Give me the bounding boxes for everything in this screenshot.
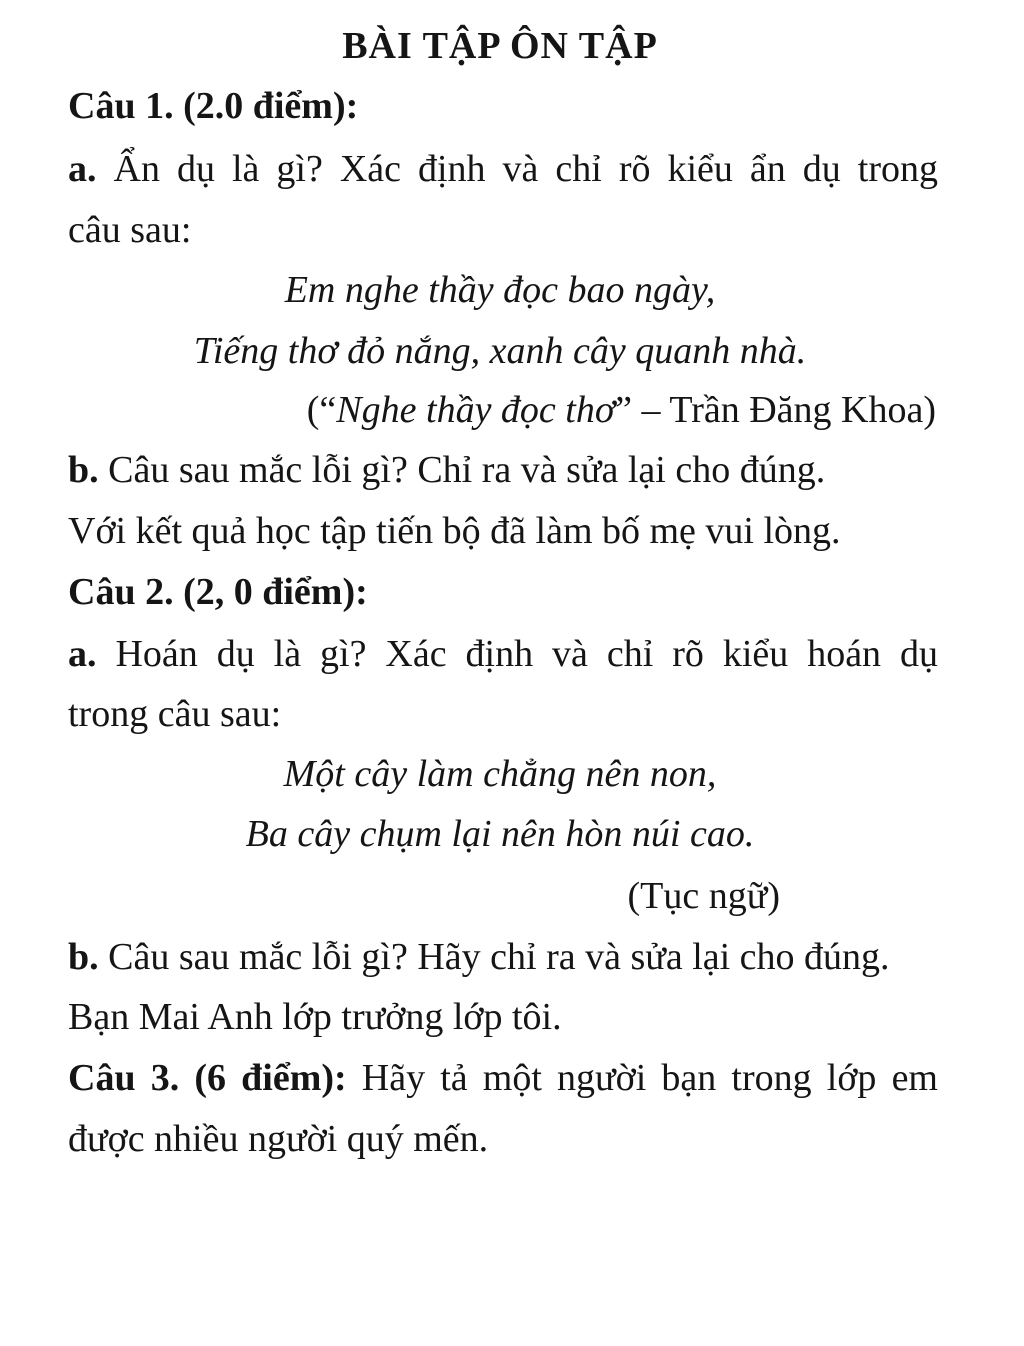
q2-b-line xyxy=(68,933,938,981)
q2-a-line-1 xyxy=(68,630,938,678)
q2-heading: Câu 2. (2, 0 điểm): xyxy=(68,571,368,613)
q1-a-text-1: Ẩn dụ là gì? Xác định và chỉ rõ kiểu ẩn dụ trong xyxy=(113,148,939,190)
q3-line-2: được nhiều người quý mến. xyxy=(68,1118,489,1160)
q2-b-marker: b. xyxy=(68,936,99,978)
q1-a-marker: a. xyxy=(68,148,97,190)
q2-a-text-1: Hoán dụ là gì? Xác định và chỉ rõ kiểu hoán dụ xyxy=(115,633,939,675)
q1-source-open: (“ xyxy=(306,389,337,431)
page-title: BÀI TẬP ÔN TẬP xyxy=(342,25,658,67)
q1-heading: Câu 1. (2.0 điểm): xyxy=(68,85,359,127)
q1-b-text: Câu sau mắc lỗi gì? Chỉ ra và sửa lại cho đúng. xyxy=(108,449,826,491)
q1-source-work: Nghe thầy đọc thơ xyxy=(336,389,616,431)
q3-heading: Câu 3. (6 điểm): xyxy=(68,1057,347,1099)
q2-b-sentence: Bạn Mai Anh lớp trưởng lớp tôi. xyxy=(68,996,562,1038)
q1-poem-line-1: Em nghe thầy đọc bao ngày, xyxy=(284,269,716,311)
q2-a-marker: a. xyxy=(68,633,97,675)
q1-b-marker: b. xyxy=(68,449,99,491)
q2-a-line-2: trong câu sau: xyxy=(68,693,282,735)
q3-text-1: Hãy tả một người bạn trong lớp em xyxy=(361,1057,938,1099)
q2-poem-line-1: Một cây làm chẳng nên non, xyxy=(283,753,717,795)
q1-a-line-2: câu sau: xyxy=(68,209,192,251)
q3-line-1 xyxy=(68,1054,938,1102)
q1-source-close: ” – Trần Đăng Khoa) xyxy=(615,389,936,431)
q1-a-line-1 xyxy=(68,145,938,193)
q1-b-sentence: Với kết quả học tập tiến bộ đã làm bố mẹ vui lòng. xyxy=(68,510,841,552)
q1-b-line xyxy=(68,446,938,494)
q1-poem-line-2: Tiếng thơ đỏ nắng, xanh cây quanh nhà. xyxy=(193,330,807,372)
q1-poem-source xyxy=(246,386,936,434)
q2-poem-line-2: Ba cây chụm lại nên hòn núi cao. xyxy=(245,813,755,855)
q2-poem-source: (Tục ngữ) xyxy=(627,875,780,917)
q2-b-text: Câu sau mắc lỗi gì? Hãy chỉ ra và sửa lại cho đúng. xyxy=(108,936,890,978)
